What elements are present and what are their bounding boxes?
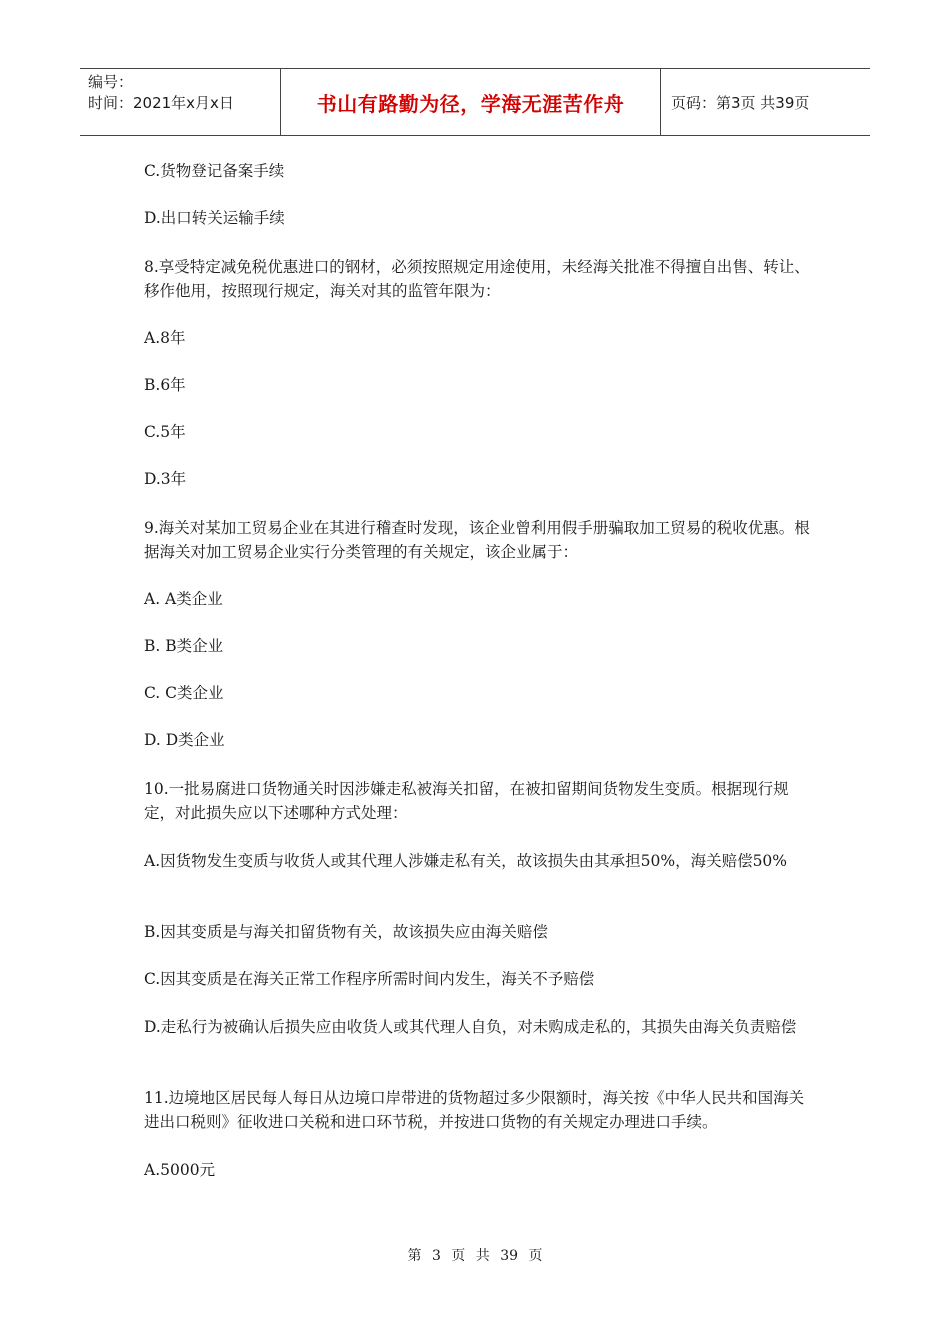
page-footer: 第 3 页 共 39 页	[407, 1248, 543, 1264]
q8-option-c: C.5年	[144, 423, 186, 441]
q10-option-d: D.走私行为被确认后损失应由收货人或其代理人自负，对未购成走私的，其损失由海关负责赔偿	[144, 1018, 797, 1036]
q7-option-d: D.出口转关运输手续	[144, 209, 285, 227]
header-page-number: 页码：第3页 共39页	[671, 93, 810, 112]
q8-stem: 8.享受特定减免税优惠进口的钢材，必须按照规定用途使用，未经海关批准不得擅自出售、转让、移作他用，按照现行规定，海关对其的监管年限为：	[144, 258, 810, 300]
q8-option-b: B.6年	[144, 376, 186, 394]
q7-option-c: C.货物登记备案手续	[144, 162, 285, 180]
document-number-label: 编号：	[88, 73, 134, 91]
header-meta	[80, 69, 281, 135]
q10-stem: 10.一批易腐进口货物通关时因涉嫌走私被海关扣留，在被扣留期间货物发生变质。根据现行规定，对此损失应以下述哪种方式处理：	[144, 780, 789, 822]
q9-option-c: C. C类企业	[144, 684, 224, 702]
page-header	[80, 68, 870, 136]
q11-option-a: A.5000元	[144, 1161, 216, 1179]
q9-option-b: B. B类企业	[144, 637, 224, 655]
q10-option-c: C.因其变质是在海关正常工作程序所需时间内发生，海关不予赔偿	[144, 970, 595, 988]
header-motto: 书山有路勤为径，学海无涯苦作舟	[281, 69, 661, 135]
document-date: 时间：2021年x月x日	[88, 94, 234, 112]
q10-option-b: B.因其变质是与海关扣留货物有关，故该损失应由海关赔偿	[144, 923, 548, 941]
q9-option-d: D. D类企业	[144, 731, 225, 749]
q8-option-d: D.3年	[144, 470, 187, 488]
q11-stem: 11.边境地区居民每人每日从边境口岸带进的货物超过多少限额时，海关按《中华人民共和国海关进出口税则》征收进口关税和进口环节税，并按进口货物的有关规定办理进口手续。	[144, 1089, 805, 1131]
q9-option-a: A. A类企业	[144, 590, 223, 608]
q8-option-a: A.8年	[144, 329, 186, 347]
q9-stem: 9.海关对某加工贸易企业在其进行稽查时发现，该企业曾利用假手册骗取加工贸易的税收优惠。根据海关对加工贸易企业实行分类管理的有关规定，该企业属于：	[144, 519, 810, 561]
q10-option-a: A.因货物发生变质与收货人或其代理人涉嫌走私有关，故该损失由其承担50%，海关赔偿50%	[144, 852, 788, 870]
